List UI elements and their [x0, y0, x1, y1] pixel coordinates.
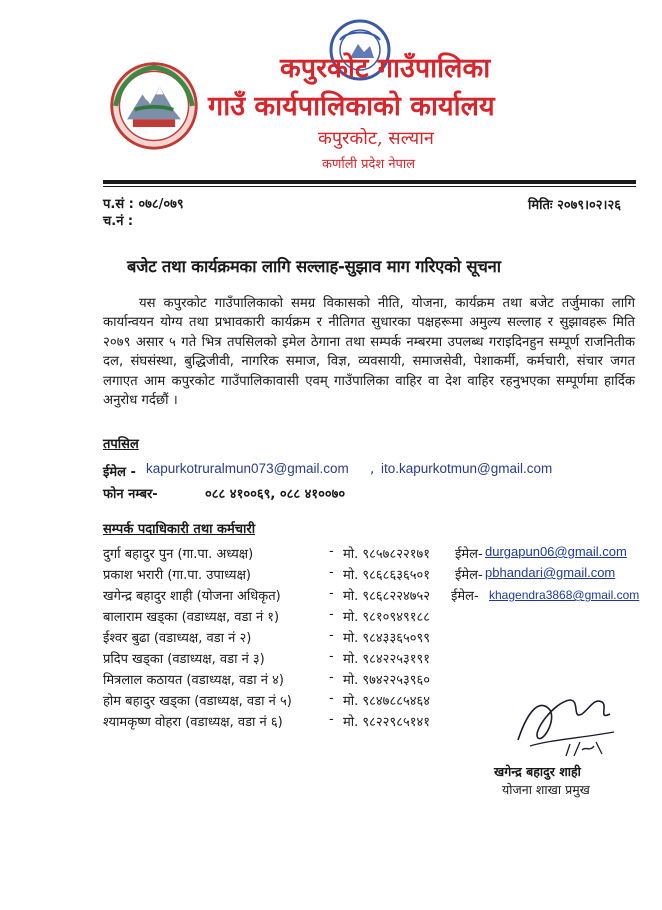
contact-email: khagendra3868@gmail.com [489, 588, 640, 602]
contact-mobile: मो. ९८६८२२४७५२ [343, 589, 431, 604]
letter-date: मितिः २०७९।०२।२६ [528, 198, 622, 213]
contact-dash: - [329, 586, 334, 601]
contact-dash: - [329, 649, 334, 664]
details-heading: तपसिल [103, 437, 139, 452]
contact-dash: - [329, 544, 334, 559]
notice-body [103, 294, 635, 410]
contact-name: खगेन्द्र बहादुर शाही (योजना अधिकृत) [103, 589, 281, 604]
contact-row [103, 607, 643, 627]
dispatch-number: च.नं : [103, 214, 134, 229]
contact-dash: - [329, 565, 334, 580]
reference-number: प.सं : ०७८/०७९ [103, 197, 184, 212]
contact-mobile: मो. ९८६८६३६५०१ [343, 568, 431, 583]
nepal-emblem-logo [106, 56, 202, 152]
signer-title: योजना शाखा प्रमुख [502, 782, 590, 797]
header-divider-thin [103, 186, 636, 187]
contact-email-label: ईमेल- [455, 568, 483, 583]
email-primary: kapurkotruralmun073@gmail.com [146, 461, 349, 476]
contact-name: मित्रलाल कठायत (वडाध्यक्ष, वडा नं ४) [103, 673, 284, 688]
notice-body-text: यस कपुरकोट गाउँपालिकाको समग्र विकासको नीति, योजना, कार्यक्रम तथा बजेट तर्जुमाका लागि कार्यान्वयन योग्य तथा प्रभावकारी कार्यक्रम र नीतिगत सुधारका पक्षहरूमा अमुल्य सल्लाह र सुझावहरू मिति २०७९ असार ५ गते भित्र तपसिलको इमेल ठेगाना तथा सम्पर्क नम्बरमा उपलब्ध गराइदिनहुन सम्पूर्ण राजनितीक दल, संघसंस्था, बुद्धिजीवी, नागरिक समाज, विज्ञ, व्यवसायी, समाजसेवी, पेशाकर्मी, कर्मचारी, संचार जगत लगाएत आम कपुरकोट गाउँपालिकावासी एवम् गाउँपालिका वाहिर वा देश वाहिर रहनुभएका सम्पूर्णमा हार्दिक अनुरोध गर्दछौं । [103, 296, 635, 409]
contact-name: दुर्गा बहादुर पुन (गा.पा. अध्यक्ष) [103, 547, 254, 562]
contact-row [103, 544, 643, 564]
contact-dash: - [329, 712, 334, 727]
contact-email-label: ईमेल- [451, 589, 479, 604]
notice-title: बजेट तथा कार्यक्रमका लागि सल्लाह-सुझाव माग गरिएको सूचना [127, 257, 501, 276]
header-divider-thick [103, 180, 636, 184]
signer-name: खगेन्द्र बहादुर शाही [494, 764, 581, 779]
contact-dash: - [329, 628, 334, 643]
contact-mobile: मो. ९८४२२५३१९१ [343, 652, 431, 667]
phone-label: फोन नम्बर- [103, 487, 158, 502]
contact-mobile: मो. ९८४३३६५०९९ [343, 631, 431, 646]
header-province: कर्णाली प्रदेश नेपाल [322, 157, 416, 172]
contact-dash: - [329, 670, 334, 685]
contact-mobile: मो. ९८१०९४९१८८ [343, 610, 431, 625]
contact-name: बालाराम खड्का (वडाध्यक्ष, वडा नं १) [103, 610, 280, 625]
contact-email: pbhandari@gmail.com [485, 565, 616, 580]
contact-name: प्रदिप खड्का (वडाध्यक्ष, वडा नं ३) [103, 652, 265, 667]
contact-mobile: मो. ९८४७८८५४६४ [343, 694, 431, 709]
email-secondary: ito.kapurkotmun@gmail.com [381, 461, 553, 476]
header-address: कपुरकोट, सल्यान [318, 128, 434, 149]
header-municipality-name: कपुरकोट गाउँपालिका [280, 53, 491, 84]
contact-name: होम बहादुर खड्का (वडाध्यक्ष, वडा नं ५) [103, 694, 292, 709]
contact-name: प्रकाश भरारी (गा.पा. उपाध्यक्ष) [103, 568, 251, 583]
contact-name: श्यामकृष्ण वोहरा (वडाध्यक्ष, वडा नं ६) [103, 715, 283, 730]
contact-mobile: मो. ९७४२२५३९६० [343, 673, 431, 688]
email-label: ईमेल - [103, 465, 136, 480]
header-office-name: गाउँ कार्यपालिकाको कार्यालय [208, 91, 495, 122]
contact-email: durgapun06@gmail.com [485, 544, 627, 559]
phone-numbers: ०८८ ४१००६९, ०८८ ४१००७० [205, 487, 346, 502]
contact-row [103, 628, 643, 648]
contact-dash: - [329, 691, 334, 706]
contact-dash: - [329, 607, 334, 622]
contact-name: ईश्वर बुढा (वडाध्यक्ष, वडा नं २) [103, 631, 252, 646]
email-separator: , [370, 461, 375, 477]
contacts-heading: सम्पर्क पदाधिकारी तथा कर्मचारी [103, 522, 256, 537]
contact-mobile: मो. ९८२२९८५१४१ [343, 715, 431, 730]
contact-row [103, 649, 643, 669]
contact-row [103, 586, 643, 606]
contact-email-label: ईमेल- [455, 547, 483, 562]
contact-row [103, 565, 643, 585]
handwritten-signature [510, 680, 625, 766]
contact-mobile: मो. ९८५७८२२१७१ [343, 547, 431, 562]
